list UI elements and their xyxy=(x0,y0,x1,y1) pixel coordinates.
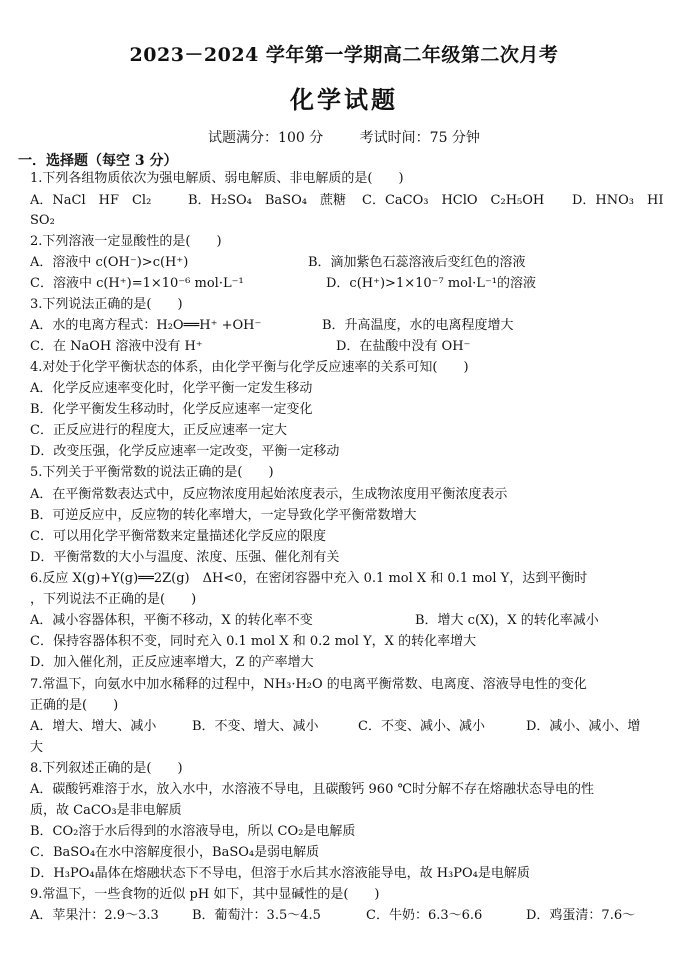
exam-title: 2023－2024 学年第一学期高二年级第二次月考 xyxy=(129,44,559,66)
option-a: A．NaCl HF Cl₂ xyxy=(30,193,152,208)
question-8-stem: 8.下列叙述正确的是( ) xyxy=(30,761,183,776)
option-d: D．鸡蛋清：7.6～ xyxy=(526,908,636,923)
question-1-stem: 1.下列各组物质依次为强电解质、弱电解质、非电解质的是( ) xyxy=(30,171,404,186)
option-a: A．减小容器体积，平衡不移动，X 的转化率不变 xyxy=(30,613,313,628)
question-6-option-c: C．保持容器体积不变，同时充入 0.1 mol X 和 0.2 mol Y，X 的转化率增大 xyxy=(30,634,477,649)
option-d: D．HNO₃ HI xyxy=(572,193,664,208)
question-9-stem: 9.常温下，一些食物的近似 pH 如下，其中显碱性的是( ) xyxy=(30,887,380,902)
option-a: A．增大、增大、减小 xyxy=(30,719,157,734)
question-6-stem: 6.反应 X(g)+Y(g)══2Z(g) ΔH<0，在密闭容器中充入 0.1 mol X 和 0.1 mol Y，达到平衡时 xyxy=(30,571,588,586)
option-d: D．c(H⁺)>1×10⁻⁷ mol·L⁻¹的溶液 xyxy=(326,276,536,291)
option-c: C．CaCO₃ HClO C₂H₅OH xyxy=(362,193,545,208)
question-3-stem: 3.下列说法正确的是( ) xyxy=(30,297,183,312)
option-d: D．在盐酸中没有 OH⁻ xyxy=(336,339,471,354)
question-8-option-a: A．碳酸钙难溶于水，放入水中，水溶液不导电，且碳酸钙 960 ℃时分解不存在熔融状态导电的性 xyxy=(30,782,595,797)
question-8-option-c: C．BaSO₄在水中溶解度很小，BaSO₄是弱电解质 xyxy=(30,845,320,860)
question-2-stem: 2.下列溶液一定显酸性的是( ) xyxy=(30,234,222,249)
question-7-stem: 7.常温下，向氨水中加水稀释的过程中，NH₃·H₂O 的电离平衡常数、电离度、溶液导电性的变化 xyxy=(30,677,587,692)
question-8-option-d: D．H₃PO₄晶体在熔融状态下不导电，但溶于水后其水溶液能导电，故 H₃PO₄是电解质 xyxy=(30,866,530,881)
question-8-option-b: B．CO₂溶于水后得到的水溶液导电，所以 CO₂是电解质 xyxy=(30,824,356,839)
question-4-option-a: A．化学反应速率变化时，化学平衡一定发生移动 xyxy=(30,381,313,396)
question-8-option-a-continuation: 质，故 CaCO₃是非电解质 xyxy=(30,803,182,818)
exam-info xyxy=(0,127,688,147)
question-5-option-a: A．在平衡常数表达式中，反应物浓度用起始浓度表示，生成物浓度用平衡浓度表示 xyxy=(30,487,508,502)
option-b: B．增大 c(X)，X 的转化率减小 xyxy=(415,613,599,628)
question-5-option-d: D．平衡常数的大小与温度、浓度、压强、催化剂有关 xyxy=(30,550,340,565)
question-4-option-c: C．正反应进行的程度大，正反应速率一定大 xyxy=(30,423,287,438)
option-b: B．滴加紫色石蕊溶液后变红色的溶液 xyxy=(308,255,526,270)
option-b: B．葡萄汁：3.5～4.5 xyxy=(192,908,321,923)
option-c: C．溶液中 c(H⁺)=1×10⁻⁶ mol·L⁻¹ xyxy=(30,276,244,291)
question-7-stem-continuation: 正确的是( ) xyxy=(30,698,119,713)
question-5-option-b: B．可逆反应中，反应物的转化率增大，一定导致化学平衡常数增大 xyxy=(30,508,417,523)
question-6-option-d: D．加入催化剂，正反应速率增大，Z 的产率增大 xyxy=(30,655,314,670)
question-5-option-c: C．可以用化学平衡常数来定量描述化学反应的限度 xyxy=(30,529,326,544)
question-4-option-b: B．化学平衡发生移动时，化学反应速率一定变化 xyxy=(30,402,313,417)
section-title: 一．选择题（每空 3 分） xyxy=(18,153,178,169)
option-a: A．溶液中 c(OH⁻)>c(H⁺) xyxy=(30,255,189,270)
question-6-stem-continuation: ，下列说法不正确的是( ) xyxy=(30,592,197,607)
option-b: B．升高温度，水的电离程度增大 xyxy=(322,318,514,333)
question-7-continuation: 大 xyxy=(30,740,44,755)
option-c: C．不变、减小、减小 xyxy=(358,719,485,734)
question-4-stem: 4.对处于化学平衡状态的体系，由化学平衡与化学反应速率的关系可知( ) xyxy=(30,360,469,375)
question-4-option-d: D．改变压强，化学反应速率一定改变，平衡一定移动 xyxy=(30,444,340,459)
option-c: C．牛奶：6.3～6.6 xyxy=(366,908,483,923)
option-d: D．减小、减小、增 xyxy=(526,719,641,734)
subject-title: 化学试题 xyxy=(290,85,398,114)
question-1-continuation: SO₂ xyxy=(30,213,55,228)
option-a: A．苹果汁：2.9～3.3 xyxy=(30,908,159,923)
option-b: B．H₂SO₄ BaSO₄ 蔗糖 xyxy=(188,193,346,208)
question-5-stem: 5.下列关于平衡常数的说法正确的是( ) xyxy=(30,465,274,480)
full-score: 试题满分：100 分 xyxy=(208,130,324,146)
option-a: A．水的电离方程式：H₂O══H⁺ +OH⁻ xyxy=(30,318,262,333)
exam-time: 考试时间：75 分钟 xyxy=(359,130,480,146)
option-b: B．不变、增大、减小 xyxy=(192,719,319,734)
option-c: C．在 NaOH 溶液中没有 H⁺ xyxy=(30,339,203,354)
